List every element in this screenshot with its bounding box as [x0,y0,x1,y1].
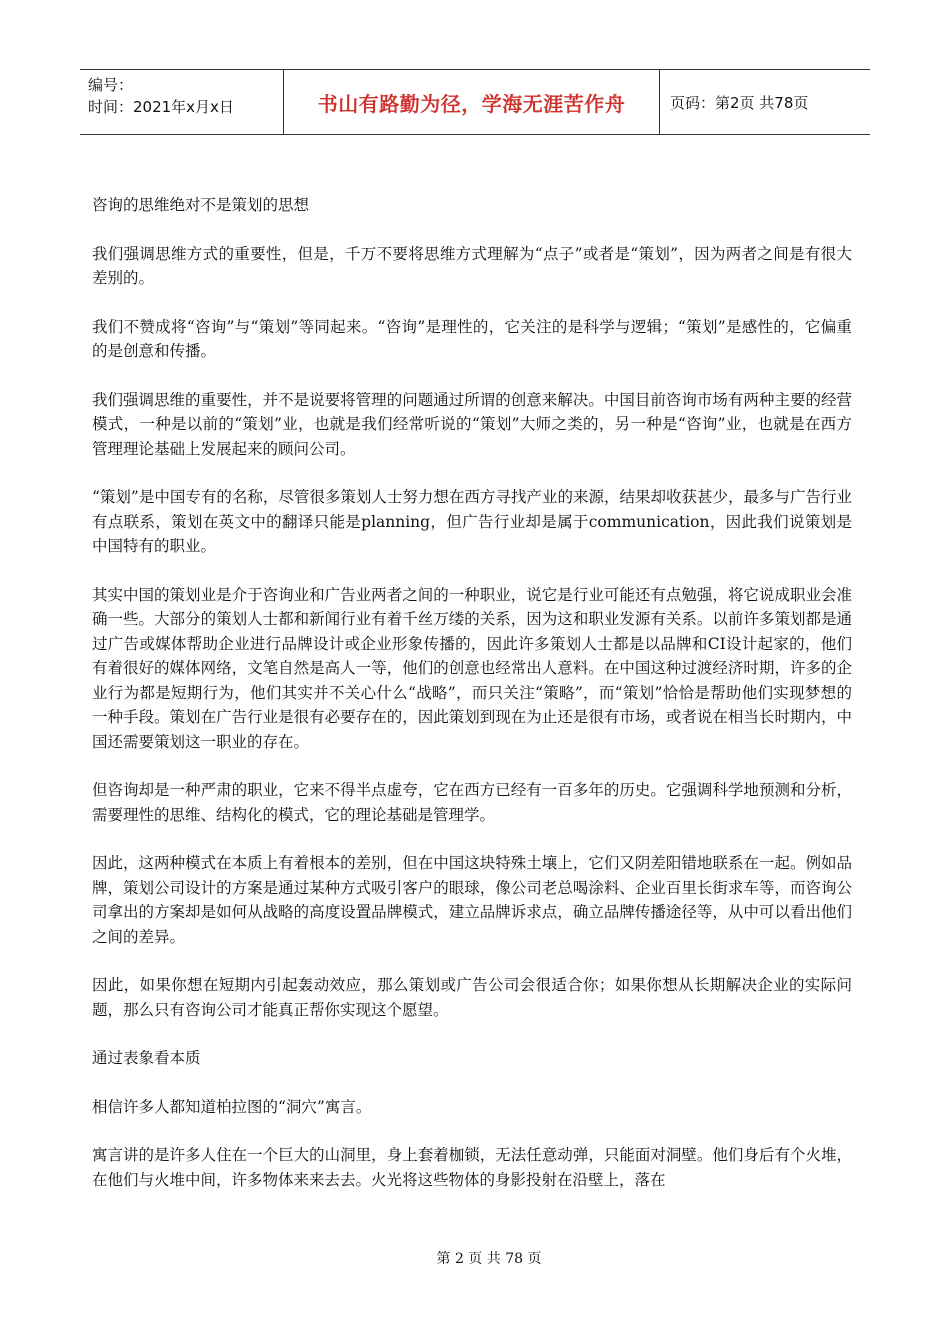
paragraph: 我们强调思维方式的重要性，但是，千万不要将思维方式理解为“点子”或者是“策划”，因为两者之间是有很大差别的。 [92,244,852,287]
page-header [80,69,870,135]
page-footer: 第 2 页 共 78 页 [436,1251,542,1267]
paragraph: 因此，这两种模式在本质上有着根本的差别，但在中国这块特殊土壤上，它们又阴差阳错地联系在一起。例如品牌，策划公司设计的方案是通过某种方式吸引客户的眼球，像公司老总喝涂料、企业百里长街求车等，而咨询公司拿出的方案却是如何从战略的高度设置品牌模式，建立品牌诉求点，确立品牌传播途径等，从中可以看出他们之间的差异。 [92,854,852,946]
paragraph: 寓言讲的是许多人住在一个巨大的山洞里，身上套着枷锁，无法任意动弹，只能面对洞壁。他们身后有个火堆，在他们与火堆中间，许多物体来来去去。火光将这些物体的身影投射在沿壁上，落在 [92,1146,852,1189]
paragraph: 我们强调思维的重要性，并不是说要将管理的问题通过所谓的创意来解决。中国目前咨询市场有两种主要的经营模式，一种是以前的“策划”业，也就是我们经常听说的“策划”大师之类的，另一种是“咨询”业，也就是在西方管理理论基础上发展起来的顾问公司。 [92,390,852,458]
document-time-label: 时间：2021年x月x日 [88,98,234,116]
paragraph: 通过表象看本质 [92,1049,201,1067]
paragraph: “策划”是中国专有的名称，尽管很多策划人士努力想在西方寻找产业的来源，结果却收获甚少，最多与广告行业有点联系，策划在英文中的翻译只能是planning，但广告行业却是属于communication，因此我们说策划是中国特有的职业。 [92,488,852,555]
header-page-info: 页码：第2页 共78页 [670,93,809,112]
paragraph: 因此，如果你想在短期内引起轰动效应，那么策划或广告公司会很适合你；如果你想从长期解决企业的实际问题，那么只有咨询公司才能真正帮你实现这个愿望。 [92,976,852,1019]
paragraph: 相信许多人都知道柏拉图的“洞穴”寓言。 [92,1097,372,1116]
paragraph: 其实中国的策划业是介于咨询业和广告业两者之间的一种职业，说它是行业可能还有点勉强，将它说成职业会准确一些。大部分的策划人士都和新闻行业有着千丝万缕的关系，因为这和职业发源有关系。以前许多策划都是通过广告或媒体帮助企业进行品牌设计或企业形象传播的，因此许多策划人士都是以品牌和CI设计起家的，他们有着很好的媒体网络，文笔自然是高人一等，他们的创意也经常出人意料。在中国这种过渡经济时期，许多的企业行为都是短期行为，他们其实并不关心什么“战略”，而只关注“策略”，而“策划”恰恰是帮助他们实现梦想的一种手段。策划在广告行业是很有必要存在的，因此策划到现在为止还是很有市场，或者说在相当长时期内，中国还需要策划这一职业的存在。 [92,585,852,751]
header-meta [80,70,283,134]
document-body [92,193,852,1216]
paragraph: 咨询的思维绝对不是策划的思想 [92,196,310,214]
paragraph: 但咨询却是一种严肃的职业，它来不得半点虚夸，它在西方已经有一百多年的历史。它强调科学地预测和分析，需要理性的思维、结构化的模式，它的理论基础是管理学。 [92,781,852,824]
document-number-label: 编号： [88,76,134,94]
paragraph: 我们不赞成将“咨询”与“策划”等同起来。“咨询”是理性的，它关注的是科学与逻辑；“策划”是感性的，它偏重的是创意和传播。 [92,317,852,360]
header-motto: 书山有路勤为径，学海无涯苦作舟 [283,70,660,134]
